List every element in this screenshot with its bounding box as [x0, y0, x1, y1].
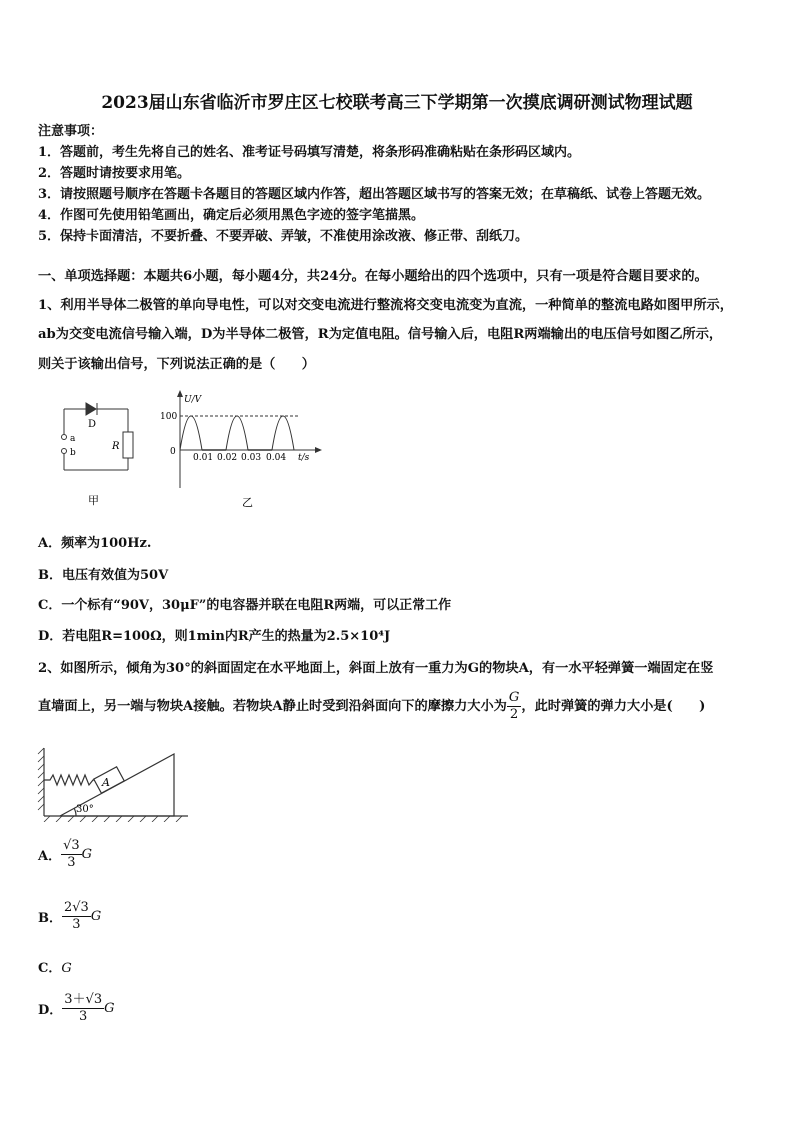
label-angle-30: 30° — [76, 804, 94, 815]
q2-option-c-var: G — [61, 961, 72, 976]
x-tick-0.01: 0.01 — [193, 453, 214, 463]
q2-option-d-den: 3 — [79, 1009, 88, 1024]
q2-option-b[interactable] — [38, 900, 101, 933]
wall-hatching — [38, 748, 44, 810]
fraction-denominator: 2 — [509, 707, 519, 722]
q2-option-b-den: 3 — [72, 917, 81, 932]
circuit-diagram-jia — [50, 392, 140, 510]
q1-line-1: 1、利用半导体二极管的单向导电性，可以对交变电流进行整流将交变电流变为直流，一种简单的整流电路如图甲所示， — [38, 298, 733, 313]
half-wave-1 — [180, 416, 202, 450]
label-D: D — [88, 419, 97, 430]
q2-option-a-var: G — [81, 847, 93, 862]
spring — [44, 775, 96, 785]
q2-option-b-fraction — [62, 900, 91, 933]
terminal-b — [62, 449, 67, 454]
notes-heading: 注意事项： — [38, 124, 104, 139]
q2-option-b-label: B． — [38, 911, 62, 926]
diode-symbol — [86, 403, 96, 415]
note-item-3: 3．请按照题号顺序在答题卡各题目的答题区域内作答，超出答题区域书写的答案无效；在草稿纸、试卷上答题无效。 — [38, 187, 711, 202]
caption-yi: 乙 — [242, 496, 253, 509]
note-item-4: 4．作图可先使用铅笔画出，确定后必须用黑色字迹的签字笔描黑。 — [38, 208, 425, 223]
x-tick-0.04: 0.04 — [266, 453, 287, 463]
q2-option-d-var: G — [104, 1001, 115, 1016]
note-item-5: 5．保持卡面清洁，不要折叠、不要弄破、弄皱，不准使用涂改液、修正带、刮纸刀。 — [38, 229, 529, 244]
q2-option-c-label: C． — [38, 961, 62, 976]
q1-option-b[interactable]: B．电压有效值为50V — [38, 568, 169, 583]
note-item-1: 1．答题前，考生先将自己的姓名、准考证号码填写清楚，将条形码准确粘贴在条形码区域内。 — [38, 145, 581, 160]
q2-option-d[interactable] — [38, 992, 115, 1025]
resistor-symbol — [123, 432, 133, 458]
q2-line-1: 2、如图所示，倾角为30°的斜面固定在水平地面上，斜面上放有一重力为G的物块A，有一水平轻弹簧一端固定在竖 — [38, 661, 714, 676]
q1-option-d[interactable]: D．若电阻R=100Ω，则1min内R产生的热量为2.5×10⁴J — [38, 629, 391, 644]
x-axis-label: t/s — [298, 453, 310, 463]
friction-fraction — [507, 690, 522, 723]
x-tick-0.03: 0.03 — [241, 453, 262, 463]
q1-option-a[interactable]: A．频率为100Hz. — [38, 536, 152, 551]
q2-option-b-var: G — [90, 909, 102, 924]
y-axis-label: U/V — [184, 395, 202, 405]
incline-spring-diagram — [36, 742, 196, 822]
x-axis-arrow — [315, 447, 322, 453]
q2-option-c[interactable] — [38, 957, 72, 976]
q1-option-c[interactable]: C．一个标有“90V，30μF”的电容器并联在电阻R两端，可以正常工作 — [38, 598, 452, 613]
q1-line-2: ab为交变电流信号输入端，D为半导体二极管，R为定值电阻。信号输入后，电阻R两端输出的电压信号如图乙所示， — [38, 327, 723, 342]
voltage-graph-yi — [158, 388, 328, 512]
q2-option-a-num: √3 — [63, 838, 80, 853]
fraction-numerator: G — [508, 690, 520, 705]
q2-option-a-label: A． — [38, 849, 62, 864]
note-item-2: 2．答题时请按要求用笔。 — [38, 166, 191, 181]
q2-option-b-num: 2√3 — [64, 900, 89, 915]
y-axis-arrow — [177, 390, 183, 397]
ground-hatching — [44, 816, 182, 822]
q2-option-d-fraction — [62, 992, 104, 1025]
q2-line-2-post: ，此时弹簧的弹力大小是( ) — [521, 699, 706, 714]
q2-option-d-label: D． — [38, 1003, 63, 1018]
q2-option-a[interactable] — [38, 838, 92, 871]
x-tick-0.02: 0.02 — [217, 453, 238, 463]
q2-option-d-num: 3＋√3 — [64, 992, 103, 1007]
q2-line-2 — [38, 690, 705, 723]
origin-label: 0 — [170, 447, 176, 457]
label-block-A: A — [102, 776, 110, 789]
page-title: 2023届山东省临沂市罗庄区七校联考高三下学期第一次摸底调研测试物理试题 — [101, 93, 693, 113]
q2-line-2-pre: 直墙面上，另一端与物块A接触。若物块A静止时受到沿斜面向下的摩擦力大小为 — [38, 699, 507, 714]
q1-line-3: 则关于该输出信号，下列说法正确的是（ ） — [38, 357, 315, 372]
label-b: b — [70, 448, 76, 458]
section-heading: 一、单项选择题：本题共6小题，每小题4分，共24分。在每小题给出的四个选项中，只有一项是符合题目要求的。 — [38, 269, 708, 284]
half-wave-3 — [272, 416, 294, 450]
q2-option-a-den: 3 — [67, 855, 76, 870]
label-a: a — [70, 434, 76, 444]
y-tick-100: 100 — [160, 412, 178, 422]
half-wave-2 — [226, 416, 248, 450]
label-R: R — [112, 441, 120, 452]
caption-jia: 甲 — [88, 494, 99, 507]
q2-option-a-fraction — [61, 838, 82, 871]
terminal-a — [62, 435, 67, 440]
